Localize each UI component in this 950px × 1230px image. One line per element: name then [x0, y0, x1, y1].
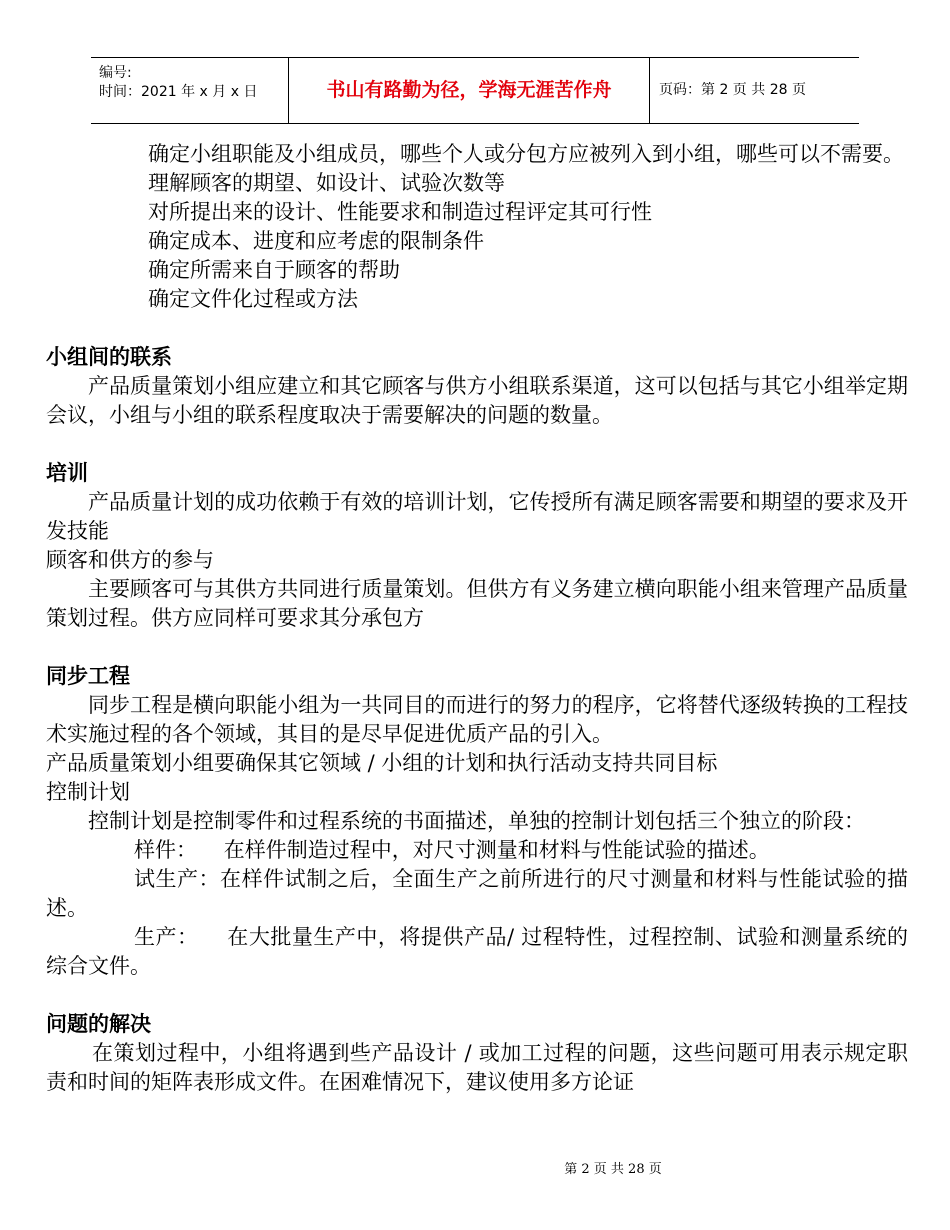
heading-concurrent-engineering: 同步工程 — [46, 664, 130, 688]
header-page-info: 页码：第 2 页 共 28 页 — [659, 82, 806, 98]
paragraph-prototype: 样件： 在样件制造过程中，对尺寸测量和材料与性能试验的描述。 — [134, 838, 770, 862]
document-body — [46, 140, 908, 1097]
paragraph-concurrent-support: 产品质量策划小组要确保其它领域 / 小组的计划和执行活动支持共同目标 — [46, 751, 718, 775]
heading-training: 培训 — [46, 461, 88, 485]
bullet-customer-help: 确定所需来自于顾客的帮助 — [148, 258, 400, 282]
paragraph-problem-solving: 在策划过程中，小组将遇到些产品设计 / 或加工过程的问题，这些问题可用表示规定职责和时间的矩阵表形成文件。在困难情况下，建议使用多方论证 — [46, 1041, 908, 1094]
paragraph-team-contact: 产品质量策划小组应建立和其它顾客与供方小组联系渠道，这可以包括与其它小组举定期会议，小组与小组的联系程度取决于需要解决的问题的数量。 — [46, 374, 908, 427]
bullet-documentation: 确定文件化过程或方法 — [148, 287, 358, 311]
header-meta-cell — [91, 58, 288, 123]
header-motto: 书山有路勤为径，学海无涯苦作舟 — [288, 58, 650, 123]
bullet-feasibility: 对所提出来的设计、性能要求和制造过程评定其可行性 — [148, 200, 652, 224]
bullet-customer-expectations: 理解顾客的期望、如设计、试验次数等 — [148, 171, 505, 195]
paragraph-control-plan: 控制计划是控制零件和过程系统的书面描述，单独的控制计划包括三个独立的阶段： — [88, 809, 865, 833]
heading-problem-solving: 问题的解决 — [46, 1012, 151, 1036]
subheading-control-plan: 控制计划 — [46, 780, 130, 804]
paragraph-concurrent-engineering: 同步工程是横向职能小组为一共同目的而进行的努力的程序，它将替代逐级转换的工程技术实施过程的各个领域，其目的是尽早促进优质产品的引入。 — [46, 693, 908, 746]
time-label: 时间：2021 年 x 月 x 日 — [99, 84, 258, 100]
subheading-participation: 顾客和供方的参与 — [46, 548, 214, 572]
heading-team-contact: 小组间的联系 — [46, 345, 172, 369]
number-label: 编号: — [99, 65, 132, 81]
paragraph-production: 生产： 在大批量生产中，将提供产品/ 过程特性，过程控制、试验和测量系统的综合文件。 — [46, 925, 908, 978]
paragraph-training: 产品质量计划的成功依赖于有效的培训计划，它传授所有满足顾客需要和期望的要求及开发技能 — [46, 490, 908, 543]
paragraph-prelaunch: 试生产：在样件试制之后，全面生产之前所进行的尺寸测量和材料与性能试验的描述。 — [46, 867, 908, 920]
paragraph-team-function: 确定小组职能及小组成员，哪些个人或分包方应被列入到小组，哪些可以不需要。 — [148, 142, 904, 166]
page-footer: 第 2 页 共 28 页 — [564, 1162, 662, 1177]
bullet-cost-schedule: 确定成本、进度和应考虑的限制条件 — [148, 229, 484, 253]
page-header-table — [91, 57, 859, 124]
paragraph-participation: 主要顾客可与其供方共同进行质量策划。但供方有义务建立横向职能小组来管理产品质量策划过程。供方应同样可要求其分承包方 — [46, 577, 908, 630]
